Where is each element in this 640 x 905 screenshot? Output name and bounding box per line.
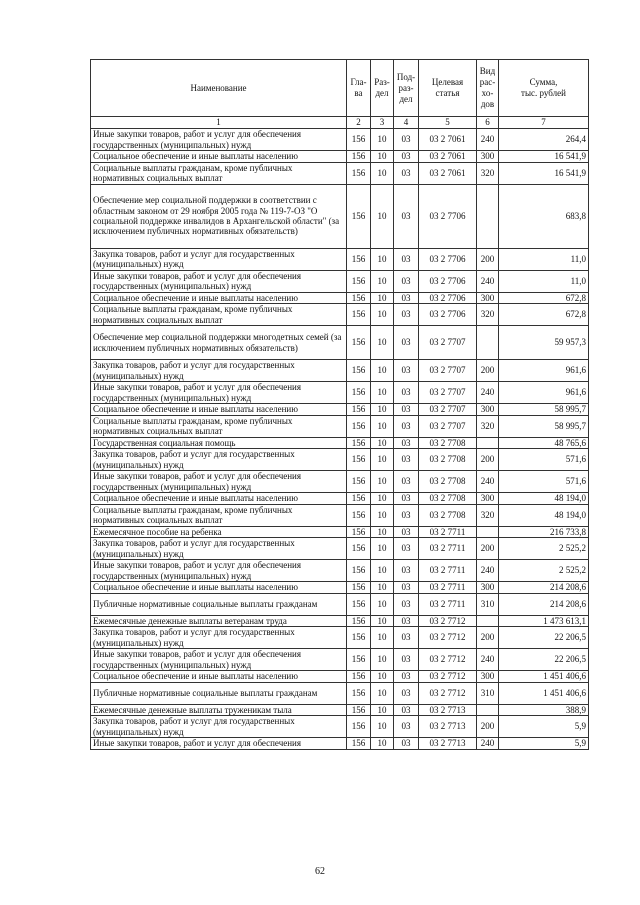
row-target-article: 03 2 7706 bbox=[419, 270, 477, 292]
row-subsection: 03 bbox=[394, 493, 419, 505]
table-row bbox=[91, 493, 589, 505]
row-amount: 48 194,0 bbox=[499, 493, 589, 505]
row-name: Публичные нормативные социальные выплаты гражданам bbox=[91, 593, 347, 615]
row-expense-type: 240 bbox=[477, 270, 499, 292]
row-amount: 48 194,0 bbox=[499, 504, 589, 526]
row-target-article: 03 2 7708 bbox=[419, 504, 477, 526]
row-name: Обеспечение мер социальной поддержки многодетных семей (за исключением публичных нормативных обязательств) bbox=[91, 326, 347, 360]
row-amount: 48 765,6 bbox=[499, 437, 589, 449]
row-chapter: 156 bbox=[347, 493, 371, 505]
table-row bbox=[91, 360, 589, 382]
row-section: 10 bbox=[371, 415, 394, 437]
table-body bbox=[91, 129, 589, 750]
row-expense-type: 310 bbox=[477, 593, 499, 615]
row-amount: 961,6 bbox=[499, 382, 589, 404]
row-chapter: 156 bbox=[347, 738, 371, 750]
row-section: 10 bbox=[371, 671, 394, 683]
row-section: 10 bbox=[371, 304, 394, 326]
row-subsection: 03 bbox=[394, 582, 419, 594]
row-section: 10 bbox=[371, 151, 394, 163]
row-name: Социальные выплаты гражданам, кроме публичных нормативных социальных выплат bbox=[91, 162, 347, 184]
row-expense-type bbox=[477, 437, 499, 449]
row-target-article: 03 2 7713 bbox=[419, 716, 477, 738]
row-amount: 672,8 bbox=[499, 292, 589, 304]
row-expense-type: 240 bbox=[477, 382, 499, 404]
row-amount: 214 208,6 bbox=[499, 593, 589, 615]
row-section: 10 bbox=[371, 649, 394, 671]
row-target-article: 03 2 7708 bbox=[419, 449, 477, 471]
table-row bbox=[91, 671, 589, 683]
row-expense-type: 240 bbox=[477, 560, 499, 582]
table-row bbox=[91, 649, 589, 671]
row-subsection: 03 bbox=[394, 437, 419, 449]
header-amount: Сумма, тыс. рублей bbox=[499, 60, 589, 117]
table-row bbox=[91, 582, 589, 594]
header-section: Раз- дел bbox=[371, 60, 394, 117]
row-expense-type bbox=[477, 704, 499, 716]
row-amount: 22 206,5 bbox=[499, 649, 589, 671]
row-amount: 16 541,9 bbox=[499, 162, 589, 184]
column-number: 6 bbox=[477, 117, 499, 129]
row-expense-type: 200 bbox=[477, 538, 499, 560]
row-name: Социальное обеспечение и иные выплаты населению bbox=[91, 671, 347, 683]
table-row bbox=[91, 270, 589, 292]
row-name: Закупка товаров, работ и услуг для государственных (муниципальных) нужд bbox=[91, 627, 347, 649]
row-amount: 264,4 bbox=[499, 129, 589, 151]
table-row bbox=[91, 449, 589, 471]
row-chapter: 156 bbox=[347, 326, 371, 360]
row-name: Иные закупки товаров, работ и услуг для обеспечения bbox=[91, 738, 347, 750]
row-section: 10 bbox=[371, 292, 394, 304]
row-target-article: 03 2 7061 bbox=[419, 129, 477, 151]
table-row bbox=[91, 504, 589, 526]
row-section: 10 bbox=[371, 437, 394, 449]
row-chapter: 156 bbox=[347, 248, 371, 270]
column-number: 4 bbox=[394, 117, 419, 129]
table-row bbox=[91, 129, 589, 151]
header-row bbox=[91, 60, 589, 117]
row-name: Социальные выплаты гражданам, кроме публичных нормативных социальных выплат bbox=[91, 504, 347, 526]
table-row bbox=[91, 560, 589, 582]
row-section: 10 bbox=[371, 382, 394, 404]
row-name: Иные закупки товаров, работ и услуг для обеспечения государственных (муниципальных) нужд bbox=[91, 129, 347, 151]
row-section: 10 bbox=[371, 360, 394, 382]
row-name: Закупка товаров, работ и услуг для государственных (муниципальных) нужд bbox=[91, 248, 347, 270]
row-section: 10 bbox=[371, 493, 394, 505]
table-row bbox=[91, 326, 589, 360]
table-row bbox=[91, 437, 589, 449]
row-name: Ежемесячные денежные выплаты труженикам тыла bbox=[91, 704, 347, 716]
row-target-article: 03 2 7707 bbox=[419, 404, 477, 416]
row-target-article: 03 2 7711 bbox=[419, 526, 477, 538]
row-subsection: 03 bbox=[394, 270, 419, 292]
row-target-article: 03 2 7711 bbox=[419, 582, 477, 594]
row-expense-type: 320 bbox=[477, 504, 499, 526]
row-expense-type: 200 bbox=[477, 627, 499, 649]
row-chapter: 156 bbox=[347, 615, 371, 627]
row-section: 10 bbox=[371, 162, 394, 184]
row-name: Закупка товаров, работ и услуг для государственных (муниципальных) нужд bbox=[91, 538, 347, 560]
row-name: Публичные нормативные социальные выплаты гражданам bbox=[91, 682, 347, 704]
row-amount: 11,0 bbox=[499, 248, 589, 270]
row-name: Обеспечение мер социальной поддержки в соответствии с областным законом от 29 ноября 2005 года № 119-7-ОЗ "О социальной поддержке инвалидов в Архангельской области" (за исключением публичных нормативных обязательств) bbox=[91, 184, 347, 248]
row-subsection: 03 bbox=[394, 184, 419, 248]
row-expense-type: 240 bbox=[477, 738, 499, 750]
row-subsection: 03 bbox=[394, 304, 419, 326]
header-subsection: Под- раз- дел bbox=[394, 60, 419, 117]
header-name: Наименование bbox=[91, 60, 347, 117]
row-amount: 58 995,7 bbox=[499, 415, 589, 437]
row-section: 10 bbox=[371, 248, 394, 270]
row-expense-type: 320 bbox=[477, 304, 499, 326]
row-section: 10 bbox=[371, 538, 394, 560]
row-expense-type: 240 bbox=[477, 649, 499, 671]
row-name: Закупка товаров, работ и услуг для государственных (муниципальных) нужд bbox=[91, 716, 347, 738]
row-subsection: 03 bbox=[394, 593, 419, 615]
row-target-article: 03 2 7713 bbox=[419, 738, 477, 750]
table-row bbox=[91, 248, 589, 270]
row-amount: 5,9 bbox=[499, 716, 589, 738]
row-amount: 5,9 bbox=[499, 738, 589, 750]
row-subsection: 03 bbox=[394, 449, 419, 471]
row-target-article: 03 2 7707 bbox=[419, 326, 477, 360]
row-chapter: 156 bbox=[347, 382, 371, 404]
row-section: 10 bbox=[371, 326, 394, 360]
row-expense-type: 300 bbox=[477, 151, 499, 163]
header-chapter: Гла- ва bbox=[347, 60, 371, 117]
column-number: 7 bbox=[499, 117, 589, 129]
row-expense-type: 320 bbox=[477, 415, 499, 437]
row-target-article: 03 2 7061 bbox=[419, 151, 477, 163]
table-row bbox=[91, 162, 589, 184]
row-amount: 58 995,7 bbox=[499, 404, 589, 416]
row-subsection: 03 bbox=[394, 504, 419, 526]
row-section: 10 bbox=[371, 704, 394, 716]
row-name: Иные закупки товаров, работ и услуг для обеспечения государственных (муниципальных) нужд bbox=[91, 382, 347, 404]
row-amount: 16 541,9 bbox=[499, 151, 589, 163]
header-expense-type: Вид рас- хо- дов bbox=[477, 60, 499, 117]
row-subsection: 03 bbox=[394, 538, 419, 560]
row-section: 10 bbox=[371, 270, 394, 292]
row-section: 10 bbox=[371, 449, 394, 471]
row-expense-type: 300 bbox=[477, 493, 499, 505]
row-name: Закупка товаров, работ и услуг для государственных (муниципальных) нужд bbox=[91, 449, 347, 471]
row-target-article: 03 2 7711 bbox=[419, 538, 477, 560]
row-expense-type: 240 bbox=[477, 471, 499, 493]
row-chapter: 156 bbox=[347, 593, 371, 615]
row-chapter: 156 bbox=[347, 270, 371, 292]
row-section: 10 bbox=[371, 471, 394, 493]
row-section: 10 bbox=[371, 582, 394, 594]
row-expense-type: 200 bbox=[477, 360, 499, 382]
row-subsection: 03 bbox=[394, 627, 419, 649]
header-target: Целевая статья bbox=[419, 60, 477, 117]
row-amount: 1 451 406,6 bbox=[499, 682, 589, 704]
row-section: 10 bbox=[371, 404, 394, 416]
table-row bbox=[91, 593, 589, 615]
row-subsection: 03 bbox=[394, 649, 419, 671]
column-number-row bbox=[91, 117, 589, 129]
row-target-article: 03 2 7708 bbox=[419, 493, 477, 505]
table-row bbox=[91, 415, 589, 437]
table-row bbox=[91, 184, 589, 248]
row-chapter: 156 bbox=[347, 649, 371, 671]
row-target-article: 03 2 7706 bbox=[419, 292, 477, 304]
row-amount: 1 451 406,6 bbox=[499, 671, 589, 683]
row-expense-type: 310 bbox=[477, 682, 499, 704]
table-row bbox=[91, 615, 589, 627]
row-amount: 961,6 bbox=[499, 360, 589, 382]
row-expense-type: 300 bbox=[477, 582, 499, 594]
row-section: 10 bbox=[371, 526, 394, 538]
row-subsection: 03 bbox=[394, 560, 419, 582]
row-target-article: 03 2 7707 bbox=[419, 360, 477, 382]
row-name: Социальное обеспечение и иные выплаты населению bbox=[91, 151, 347, 163]
row-expense-type: 300 bbox=[477, 671, 499, 683]
row-expense-type bbox=[477, 326, 499, 360]
row-subsection: 03 bbox=[394, 248, 419, 270]
row-target-article: 03 2 7061 bbox=[419, 162, 477, 184]
row-subsection: 03 bbox=[394, 404, 419, 416]
row-name: Закупка товаров, работ и услуг для государственных (муниципальных) нужд bbox=[91, 360, 347, 382]
row-amount: 571,6 bbox=[499, 449, 589, 471]
row-target-article: 03 2 7711 bbox=[419, 560, 477, 582]
row-amount: 683,8 bbox=[499, 184, 589, 248]
row-name: Государственная социальная помощь bbox=[91, 437, 347, 449]
row-expense-type bbox=[477, 526, 499, 538]
table-row bbox=[91, 151, 589, 163]
row-section: 10 bbox=[371, 716, 394, 738]
row-amount: 2 525,2 bbox=[499, 538, 589, 560]
row-expense-type: 300 bbox=[477, 292, 499, 304]
row-target-article: 03 2 7708 bbox=[419, 437, 477, 449]
row-section: 10 bbox=[371, 682, 394, 704]
row-chapter: 156 bbox=[347, 437, 371, 449]
table-row bbox=[91, 682, 589, 704]
row-chapter: 156 bbox=[347, 151, 371, 163]
column-number: 1 bbox=[91, 117, 347, 129]
row-amount: 571,6 bbox=[499, 471, 589, 493]
row-subsection: 03 bbox=[394, 162, 419, 184]
column-number: 2 bbox=[347, 117, 371, 129]
row-target-article: 03 2 7712 bbox=[419, 615, 477, 627]
row-chapter: 156 bbox=[347, 304, 371, 326]
row-chapter: 156 bbox=[347, 162, 371, 184]
row-target-article: 03 2 7712 bbox=[419, 627, 477, 649]
column-number: 3 bbox=[371, 117, 394, 129]
row-target-article: 03 2 7708 bbox=[419, 471, 477, 493]
row-chapter: 156 bbox=[347, 449, 371, 471]
row-subsection: 03 bbox=[394, 615, 419, 627]
row-expense-type bbox=[477, 184, 499, 248]
row-section: 10 bbox=[371, 738, 394, 750]
row-section: 10 bbox=[371, 504, 394, 526]
table-row bbox=[91, 704, 589, 716]
row-chapter: 156 bbox=[347, 560, 371, 582]
table-row bbox=[91, 304, 589, 326]
row-target-article: 03 2 7712 bbox=[419, 682, 477, 704]
row-chapter: 156 bbox=[347, 415, 371, 437]
row-subsection: 03 bbox=[394, 151, 419, 163]
row-expense-type: 200 bbox=[477, 716, 499, 738]
row-name: Ежемесячные денежные выплаты ветеранам труда bbox=[91, 615, 347, 627]
row-subsection: 03 bbox=[394, 415, 419, 437]
row-amount: 11,0 bbox=[499, 270, 589, 292]
row-target-article: 03 2 7707 bbox=[419, 382, 477, 404]
row-amount: 388,9 bbox=[499, 704, 589, 716]
row-name: Иные закупки товаров, работ и услуг для обеспечения государственных (муниципальных) нужд bbox=[91, 649, 347, 671]
row-chapter: 156 bbox=[347, 129, 371, 151]
row-expense-type: 320 bbox=[477, 162, 499, 184]
row-subsection: 03 bbox=[394, 716, 419, 738]
row-chapter: 156 bbox=[347, 526, 371, 538]
row-amount: 2 525,2 bbox=[499, 560, 589, 582]
row-chapter: 156 bbox=[347, 504, 371, 526]
row-name: Социальное обеспечение и иные выплаты населению bbox=[91, 493, 347, 505]
row-subsection: 03 bbox=[394, 292, 419, 304]
row-target-article: 03 2 7706 bbox=[419, 248, 477, 270]
row-chapter: 156 bbox=[347, 360, 371, 382]
row-name: Ежемесячное пособие на ребенка bbox=[91, 526, 347, 538]
row-chapter: 156 bbox=[347, 582, 371, 594]
row-amount: 22 206,5 bbox=[499, 627, 589, 649]
row-target-article: 03 2 7712 bbox=[419, 649, 477, 671]
table-row bbox=[91, 716, 589, 738]
row-amount: 216 733,8 bbox=[499, 526, 589, 538]
column-number: 5 bbox=[419, 117, 477, 129]
row-chapter: 156 bbox=[347, 184, 371, 248]
row-name: Иные закупки товаров, работ и услуг для обеспечения государственных (муниципальных) нужд bbox=[91, 471, 347, 493]
table-row bbox=[91, 538, 589, 560]
row-target-article: 03 2 7706 bbox=[419, 184, 477, 248]
row-amount: 672,8 bbox=[499, 304, 589, 326]
row-chapter: 156 bbox=[347, 704, 371, 716]
row-chapter: 156 bbox=[347, 627, 371, 649]
row-target-article: 03 2 7707 bbox=[419, 415, 477, 437]
row-amount: 59 957,3 bbox=[499, 326, 589, 360]
row-amount: 1 473 613,1 bbox=[499, 615, 589, 627]
row-expense-type: 240 bbox=[477, 129, 499, 151]
row-expense-type: 300 bbox=[477, 404, 499, 416]
table-row bbox=[91, 627, 589, 649]
row-subsection: 03 bbox=[394, 471, 419, 493]
row-chapter: 156 bbox=[347, 716, 371, 738]
budget-table bbox=[90, 59, 589, 750]
row-amount: 214 208,6 bbox=[499, 582, 589, 594]
row-target-article: 03 2 7711 bbox=[419, 593, 477, 615]
row-target-article: 03 2 7706 bbox=[419, 304, 477, 326]
row-subsection: 03 bbox=[394, 326, 419, 360]
table-row bbox=[91, 526, 589, 538]
row-section: 10 bbox=[371, 627, 394, 649]
row-expense-type: 200 bbox=[477, 248, 499, 270]
row-section: 10 bbox=[371, 593, 394, 615]
row-target-article: 03 2 7713 bbox=[419, 704, 477, 716]
table-row bbox=[91, 404, 589, 416]
row-subsection: 03 bbox=[394, 129, 419, 151]
table-row bbox=[91, 382, 589, 404]
row-subsection: 03 bbox=[394, 671, 419, 683]
table-row bbox=[91, 292, 589, 304]
row-expense-type: 200 bbox=[477, 449, 499, 471]
table-row bbox=[91, 738, 589, 750]
row-name: Социальные выплаты гражданам, кроме публичных нормативных социальных выплат bbox=[91, 304, 347, 326]
row-name: Социальное обеспечение и иные выплаты населению bbox=[91, 582, 347, 594]
page-number: 62 bbox=[315, 866, 325, 877]
table-row bbox=[91, 471, 589, 493]
row-chapter: 156 bbox=[347, 404, 371, 416]
row-expense-type bbox=[477, 615, 499, 627]
row-section: 10 bbox=[371, 184, 394, 248]
row-name: Социальное обеспечение и иные выплаты населению bbox=[91, 292, 347, 304]
row-name: Иные закупки товаров, работ и услуг для обеспечения государственных (муниципальных) нужд bbox=[91, 560, 347, 582]
row-subsection: 03 bbox=[394, 526, 419, 538]
row-chapter: 156 bbox=[347, 682, 371, 704]
row-chapter: 156 bbox=[347, 671, 371, 683]
row-name: Социальное обеспечение и иные выплаты населению bbox=[91, 404, 347, 416]
row-chapter: 156 bbox=[347, 292, 371, 304]
row-section: 10 bbox=[371, 560, 394, 582]
row-subsection: 03 bbox=[394, 704, 419, 716]
row-subsection: 03 bbox=[394, 360, 419, 382]
row-section: 10 bbox=[371, 129, 394, 151]
row-subsection: 03 bbox=[394, 382, 419, 404]
row-section: 10 bbox=[371, 615, 394, 627]
row-subsection: 03 bbox=[394, 738, 419, 750]
row-target-article: 03 2 7712 bbox=[419, 671, 477, 683]
row-chapter: 156 bbox=[347, 538, 371, 560]
row-name: Социальные выплаты гражданам, кроме публичных нормативных социальных выплат bbox=[91, 415, 347, 437]
row-chapter: 156 bbox=[347, 471, 371, 493]
row-subsection: 03 bbox=[394, 682, 419, 704]
row-name: Иные закупки товаров, работ и услуг для обеспечения государственных (муниципальных) нужд bbox=[91, 270, 347, 292]
